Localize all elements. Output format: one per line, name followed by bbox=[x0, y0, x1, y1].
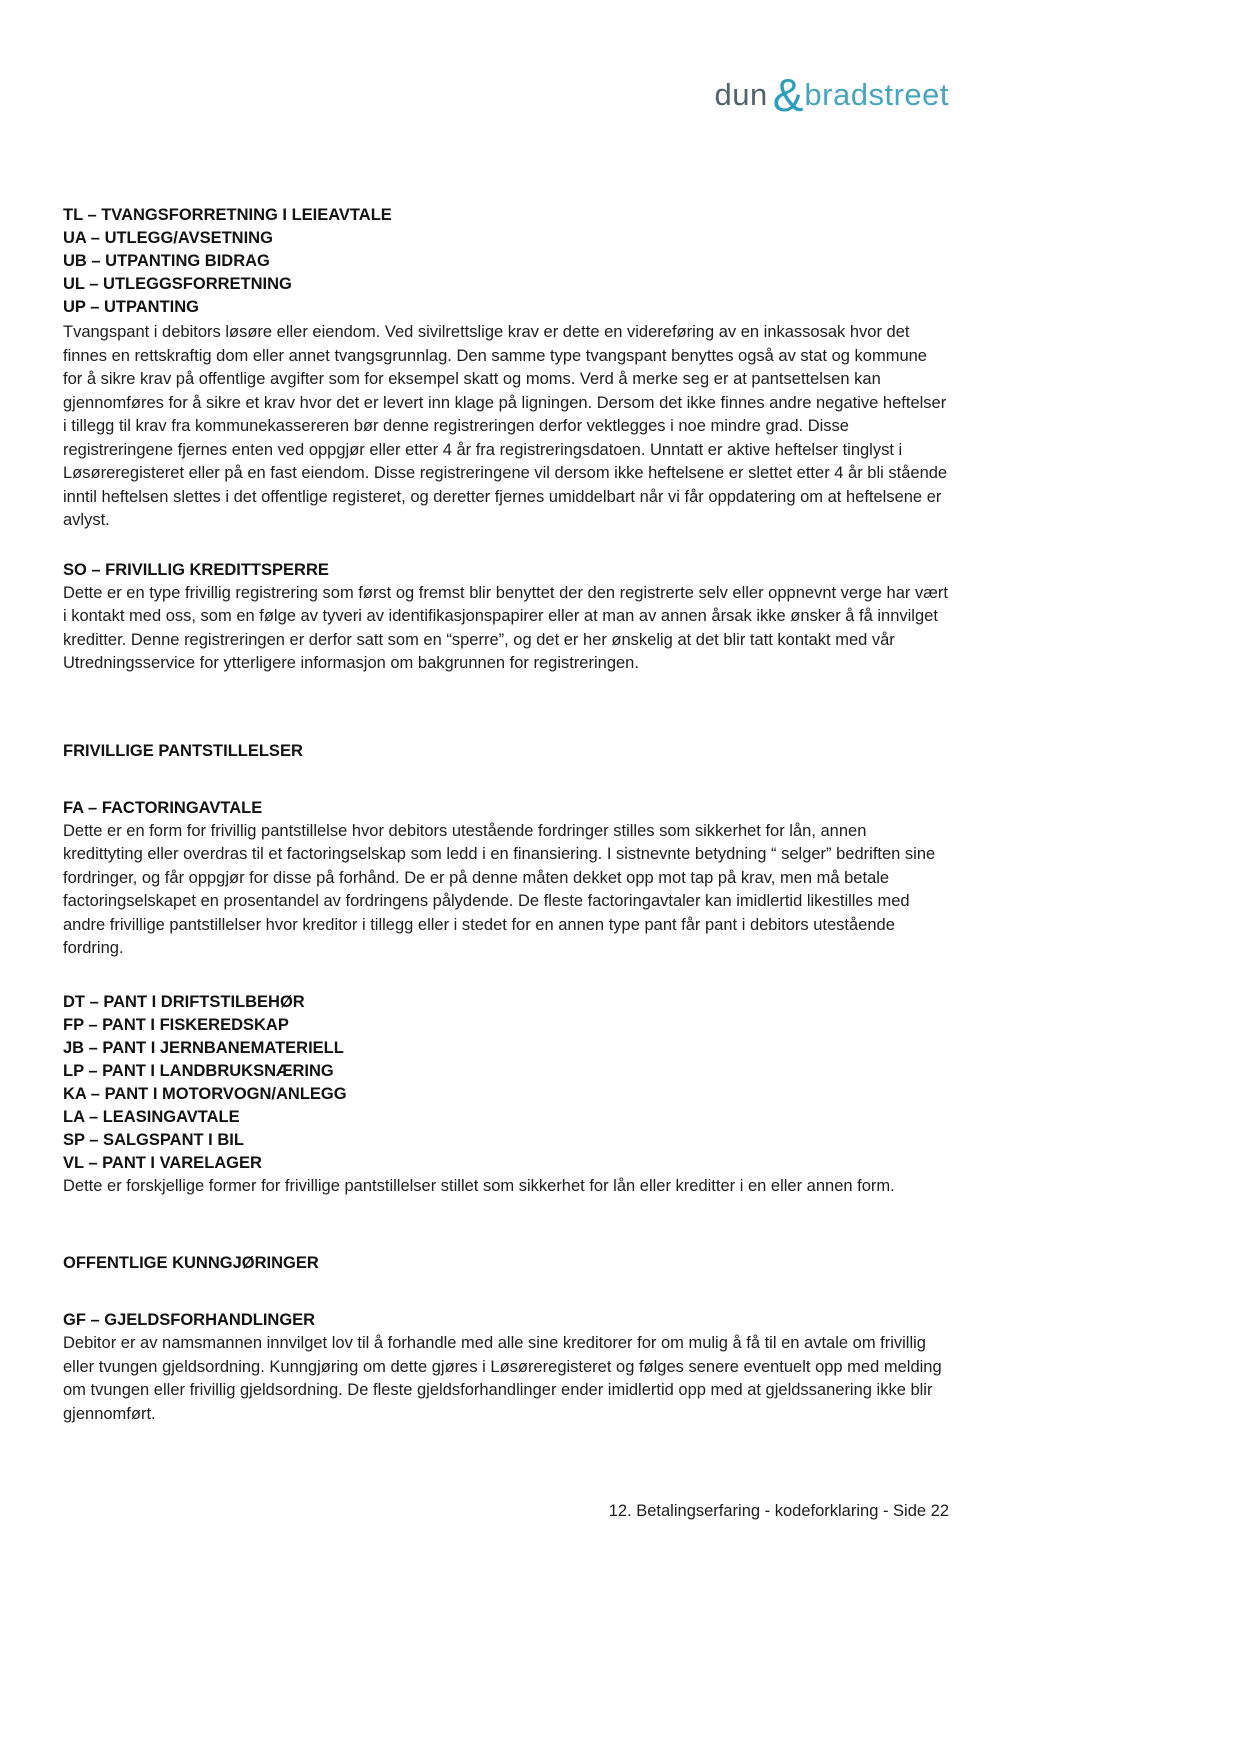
page-footer: 12. Betalingserfaring - kodeforklaring - Side 22 bbox=[608, 1502, 949, 1520]
code-heading-fa: FA – FACTORINGAVTALE bbox=[63, 798, 263, 817]
code-heading-gf: GF – GJELDSFORHANDLINGER bbox=[63, 1311, 316, 1329]
paragraph-gjeldsforhandlinger: Debitor er av namsmannen innvilget lov til å forhandle med alle sine kreditorer for om mulig å få til en avtale om frivillig eller tvungen gjeldsordning. Kunngjøring om dette gjøres i Løsøreregisteret og følges senere eventuelt opp med melding om tvungen eller frivillig gjeldsordning. De fleste gjeldsforhandlinger ender imidlertid opp med at gjeldssanering ikke blir gjennomført. bbox=[63, 1334, 942, 1423]
section-kredittsperre bbox=[63, 559, 949, 676]
code-heading-sp: SP – SALGSPANT I BIL bbox=[63, 1130, 244, 1149]
section-title-offentlige-kunngjoringer: OFFENTLIGE KUNNGJØRINGER bbox=[63, 1254, 319, 1272]
dun-bradstreet-logo bbox=[63, 66, 949, 121]
paragraph-pant-koder: Dette er forskjellige former for frivillige pantstillelser stillet som sikkerhet for lån eller kreditter i en eller annen form. bbox=[63, 1176, 895, 1195]
paragraph-tvangspant: Tvangspant i debitors løsøre eller eiendom. Ved sivilrettslige krav er dette en videreføring av en inkassosak hvor det finnes en rettskraftig dom eller annet tvangsgrunnlag. Den samme type tvangspant benyttes også av stat og kommune for å sikre krav på offentlige avgifter som for eksempel skatt og moms. Verd å merke seg er at pantsettelsen kan gjennomføres for å sikre et krav hvor det er levert inn klage på ligningen. Dersom det ikke finnes andre negative heftelser i tillegg til krav fra kommunekassereren bør denne registreringen derfor vektlegges i noe mindre grad. Disse registreringene fjernes enten ved oppgjør eller etter 4 år fra registreringsdatoen. Unntatt er aktive heftelser tinglyst i Løsøreregisteret eller på en fast eiendom. Disse registreringene vil dersom ikke heftelsene er slettet etter 4 år bli stående inntil heftelsen slettes i det offentlige registeret, og deretter fjernes umiddelbart når vi får oppdatering om at heftelsene er avlyst. bbox=[63, 323, 948, 529]
paragraph-kredittsperre: Dette er en type frivillig registrering som først og fremst blir benyttet der den registrerte selv eller oppnevnt verge har vært i kontakt med oss, som en følge av tyveri av identifikasjonspapirer eller at man av annen årsak ikke ønsker å få innvilget kreditter. Denne registreringen er derfor satt som en “sperre”, og det er her ønskelig at det blir tatt kontakt med vår Utredningsservice for ytterligere informasjon om bakgrunnen for registreringen. bbox=[63, 583, 948, 672]
code-heading-ul: UL – UTLEGGSFORRETNING bbox=[63, 275, 292, 293]
section-title-frivillige-pantstillelser: FRIVILLIGE PANTSTILLELSER bbox=[63, 741, 303, 760]
document-body bbox=[63, 204, 949, 1426]
code-heading-la: LA – LEASINGAVTALE bbox=[63, 1107, 240, 1126]
code-heading-up: UP – UTPANTING bbox=[63, 298, 199, 316]
code-heading-lp: LP – PANT I LANDBRUKSNÆRING bbox=[63, 1061, 334, 1080]
code-heading-ub: UB – UTPANTING BIDRAG bbox=[63, 252, 270, 270]
logo-word-bradstreet: bradstreet bbox=[804, 77, 949, 112]
code-heading-fp: FP – PANT I FISKEREDSKAP bbox=[63, 1015, 289, 1034]
paragraph-factoringavtale: Dette er en form for frivillig pantstillelse hvor debitors utestående fordringer stilles som sikkerhet for lån, annen kredittyting eller overdras til et factoringselskap som ledd i en finansiering. I sistnevnte betydning “ selger” bedriften sine fordringer, og får oppgjør for disse på forhånd. De er på denne måten dekket opp mot tap på krav, men må betale factoringselskapet en prosentandel av fordringens pålydende. De fleste factoringavtaler kan imidlertid likestilles med andre frivillige pantstillelser hvor kreditor i tillegg eller i stedet for en annen type pant får pant i debitors utestående fordring. bbox=[63, 821, 936, 957]
code-heading-dt: DT – PANT I DRIFTSTILBEHØR bbox=[63, 992, 305, 1011]
section-tvangsforretninger bbox=[63, 204, 949, 533]
section-gjeldsforhandlinger bbox=[63, 1309, 949, 1426]
code-heading-ka: KA – PANT I MOTORVOGN/ANLEGG bbox=[63, 1084, 347, 1103]
code-heading-so: SO – FRIVILLIG KREDITTSPERRE bbox=[63, 560, 329, 579]
logo-word-dun: dun bbox=[714, 77, 768, 112]
logo-ampersand-icon: & bbox=[772, 69, 804, 121]
code-heading-ua: UA – UTLEGG/AVSETNING bbox=[63, 229, 273, 247]
code-heading-vl: VL – PANT I VARELAGER bbox=[63, 1153, 262, 1172]
section-pant-koder bbox=[63, 991, 949, 1199]
code-heading-jb: JB – PANT I JERNBANEMATERIELL bbox=[63, 1038, 344, 1057]
section-factoringavtale bbox=[63, 797, 949, 961]
code-heading-tl: TL – TVANGSFORRETNING I LEIEAVTALE bbox=[63, 206, 392, 224]
